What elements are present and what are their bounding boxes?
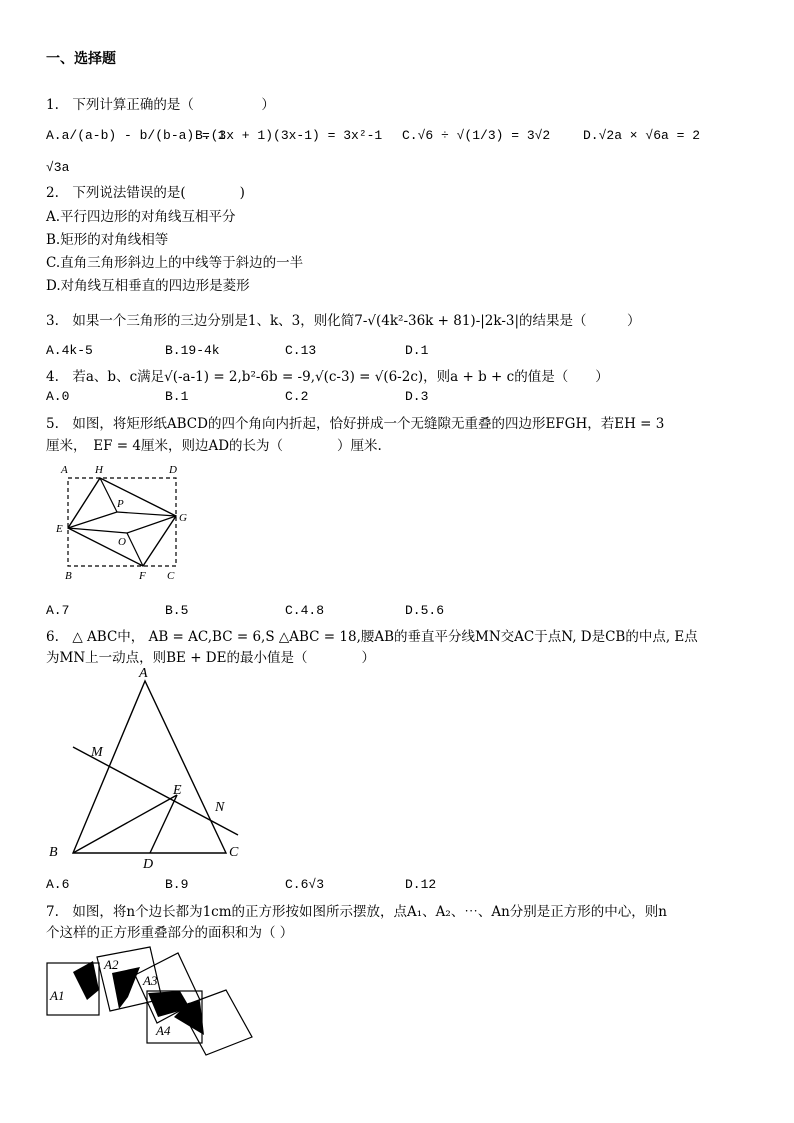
q2-option-d: D.对角线互相垂直的四边形是菱形 bbox=[46, 278, 250, 294]
q2-option-b: B.矩形的对角线相等 bbox=[46, 232, 169, 248]
label-a1: A1 bbox=[50, 988, 65, 1003]
q1-option-a: A.a/(a-b) - b/(b-a) = 1 bbox=[46, 128, 226, 143]
q6-option-b: B.9 bbox=[165, 877, 189, 892]
label-b: B bbox=[65, 570, 72, 582]
label-a: A bbox=[139, 666, 148, 681]
q3-option-c: C.13 bbox=[285, 343, 317, 358]
q4-option-a: A.0 bbox=[46, 389, 70, 404]
label-n: N bbox=[215, 800, 225, 815]
q6-triangle-figure bbox=[45, 664, 250, 869]
label-e: E bbox=[56, 523, 63, 535]
q5-stem-line2: 厘米， EF = 4厘米，则边AD的长为（ ）厘米. bbox=[46, 438, 382, 454]
segment-de bbox=[150, 795, 177, 853]
fold-line-ep bbox=[68, 512, 117, 528]
q6-stem-line1: 6. △ ABC中， AB = AC,BC = 6,S △ABC = 18,腰AB的垂直平分线MN交AC于点N, D是CB的中点, E点 bbox=[46, 629, 698, 645]
label-p: P bbox=[117, 498, 124, 510]
q6-option-c: C.6√3 bbox=[285, 877, 325, 892]
q3-option-b: B.19-4k bbox=[165, 343, 220, 358]
label-d: D bbox=[143, 857, 154, 869]
q5-option-c: C.4.8 bbox=[285, 603, 325, 618]
q2-option-c: C.直角三角形斜边上的中线等于斜边的一半 bbox=[46, 255, 304, 271]
q1-option-b: B.(3x + 1)(3x-1) = 3x²-1 bbox=[195, 128, 383, 143]
label-e: E bbox=[173, 783, 182, 798]
q2-stem: 2. 下列说法错误的是( ) bbox=[46, 185, 245, 201]
label-c: C bbox=[229, 845, 239, 860]
label-b: B bbox=[49, 845, 58, 860]
label-o: O bbox=[118, 536, 126, 548]
triangle-abc bbox=[73, 681, 226, 853]
q4-stem: 4. 若a、b、c满足√(-a-1) = 2,b²-6b = -9,√(c-3) = √(6-2c)，则a + b + c的值是（ ） bbox=[46, 369, 609, 385]
q3-stem: 3. 如果一个三角形的三边分别是1、k、3，则化简7-√(4k²-36k + 81)-|2k-3|的结果是（ ） bbox=[46, 313, 641, 329]
label-a2: A2 bbox=[104, 957, 119, 972]
fold-line-hp bbox=[100, 478, 117, 512]
q1-option-c: C.√6 ÷ √(1/3) = 3√2 bbox=[402, 128, 551, 143]
fold-line-pg bbox=[117, 512, 176, 516]
label-c: C bbox=[167, 570, 175, 582]
q1-option-d-continued: √3a bbox=[46, 160, 70, 175]
q6-option-a: A.6 bbox=[46, 877, 70, 892]
q7-squares-figure bbox=[40, 945, 265, 1065]
q7-stem-line1: 7. 如图，将n个边长都为1cm的正方形按如图所示摆放，点A₁、A₂、⋯、An分别是正方形的中心，则n bbox=[46, 904, 667, 920]
label-g: G bbox=[179, 512, 187, 524]
label-a3: A3 bbox=[143, 973, 158, 988]
q5-option-b: B.5 bbox=[165, 603, 189, 618]
q3-option-d: D.1 bbox=[405, 343, 429, 358]
overlap-1 bbox=[73, 961, 99, 1000]
overlap-2 bbox=[112, 967, 140, 1009]
label-h: H bbox=[95, 464, 103, 476]
q1-stem: 1. 下列计算正确的是（ ） bbox=[46, 97, 275, 113]
label-d: D bbox=[169, 464, 177, 476]
q5-option-d: D.5.6 bbox=[405, 603, 445, 618]
fold-line-og bbox=[127, 516, 176, 533]
q5-rectangle-fold-figure bbox=[55, 460, 195, 585]
q2-option-a: A.平行四边形的对角线互相平分 bbox=[46, 209, 236, 225]
q3-option-a: A.4k-5 bbox=[46, 343, 93, 358]
section-title: 一、选择题 bbox=[46, 51, 116, 67]
label-m: M bbox=[91, 745, 103, 760]
q6-option-d: D.12 bbox=[405, 877, 437, 892]
label-a: A bbox=[61, 464, 68, 476]
label-f: F bbox=[139, 570, 146, 582]
segment-be bbox=[73, 795, 177, 853]
q6-stem-line2: 为MN上一动点，则BE + DE的最小值是（ ） bbox=[46, 650, 375, 666]
bisector-mn bbox=[73, 747, 238, 835]
q4-option-d: D.3 bbox=[405, 389, 429, 404]
label-a4: A4 bbox=[156, 1023, 171, 1038]
q5-stem-line1: 5. 如图，将矩形纸ABCD的四个角向内折起，恰好拼成一个无缝隙无重叠的四边形EFGH，若EH = 3 bbox=[46, 416, 665, 432]
q1-option-d: D.√2a × √6a = 2 bbox=[583, 128, 701, 143]
q4-option-c: C.2 bbox=[285, 389, 309, 404]
q7-stem-line2: 个这样的正方形重叠部分的面积和为（ ） bbox=[46, 925, 294, 941]
fold-line-of bbox=[127, 533, 143, 566]
q5-option-a: A.7 bbox=[46, 603, 70, 618]
q4-option-b: B.1 bbox=[165, 389, 189, 404]
